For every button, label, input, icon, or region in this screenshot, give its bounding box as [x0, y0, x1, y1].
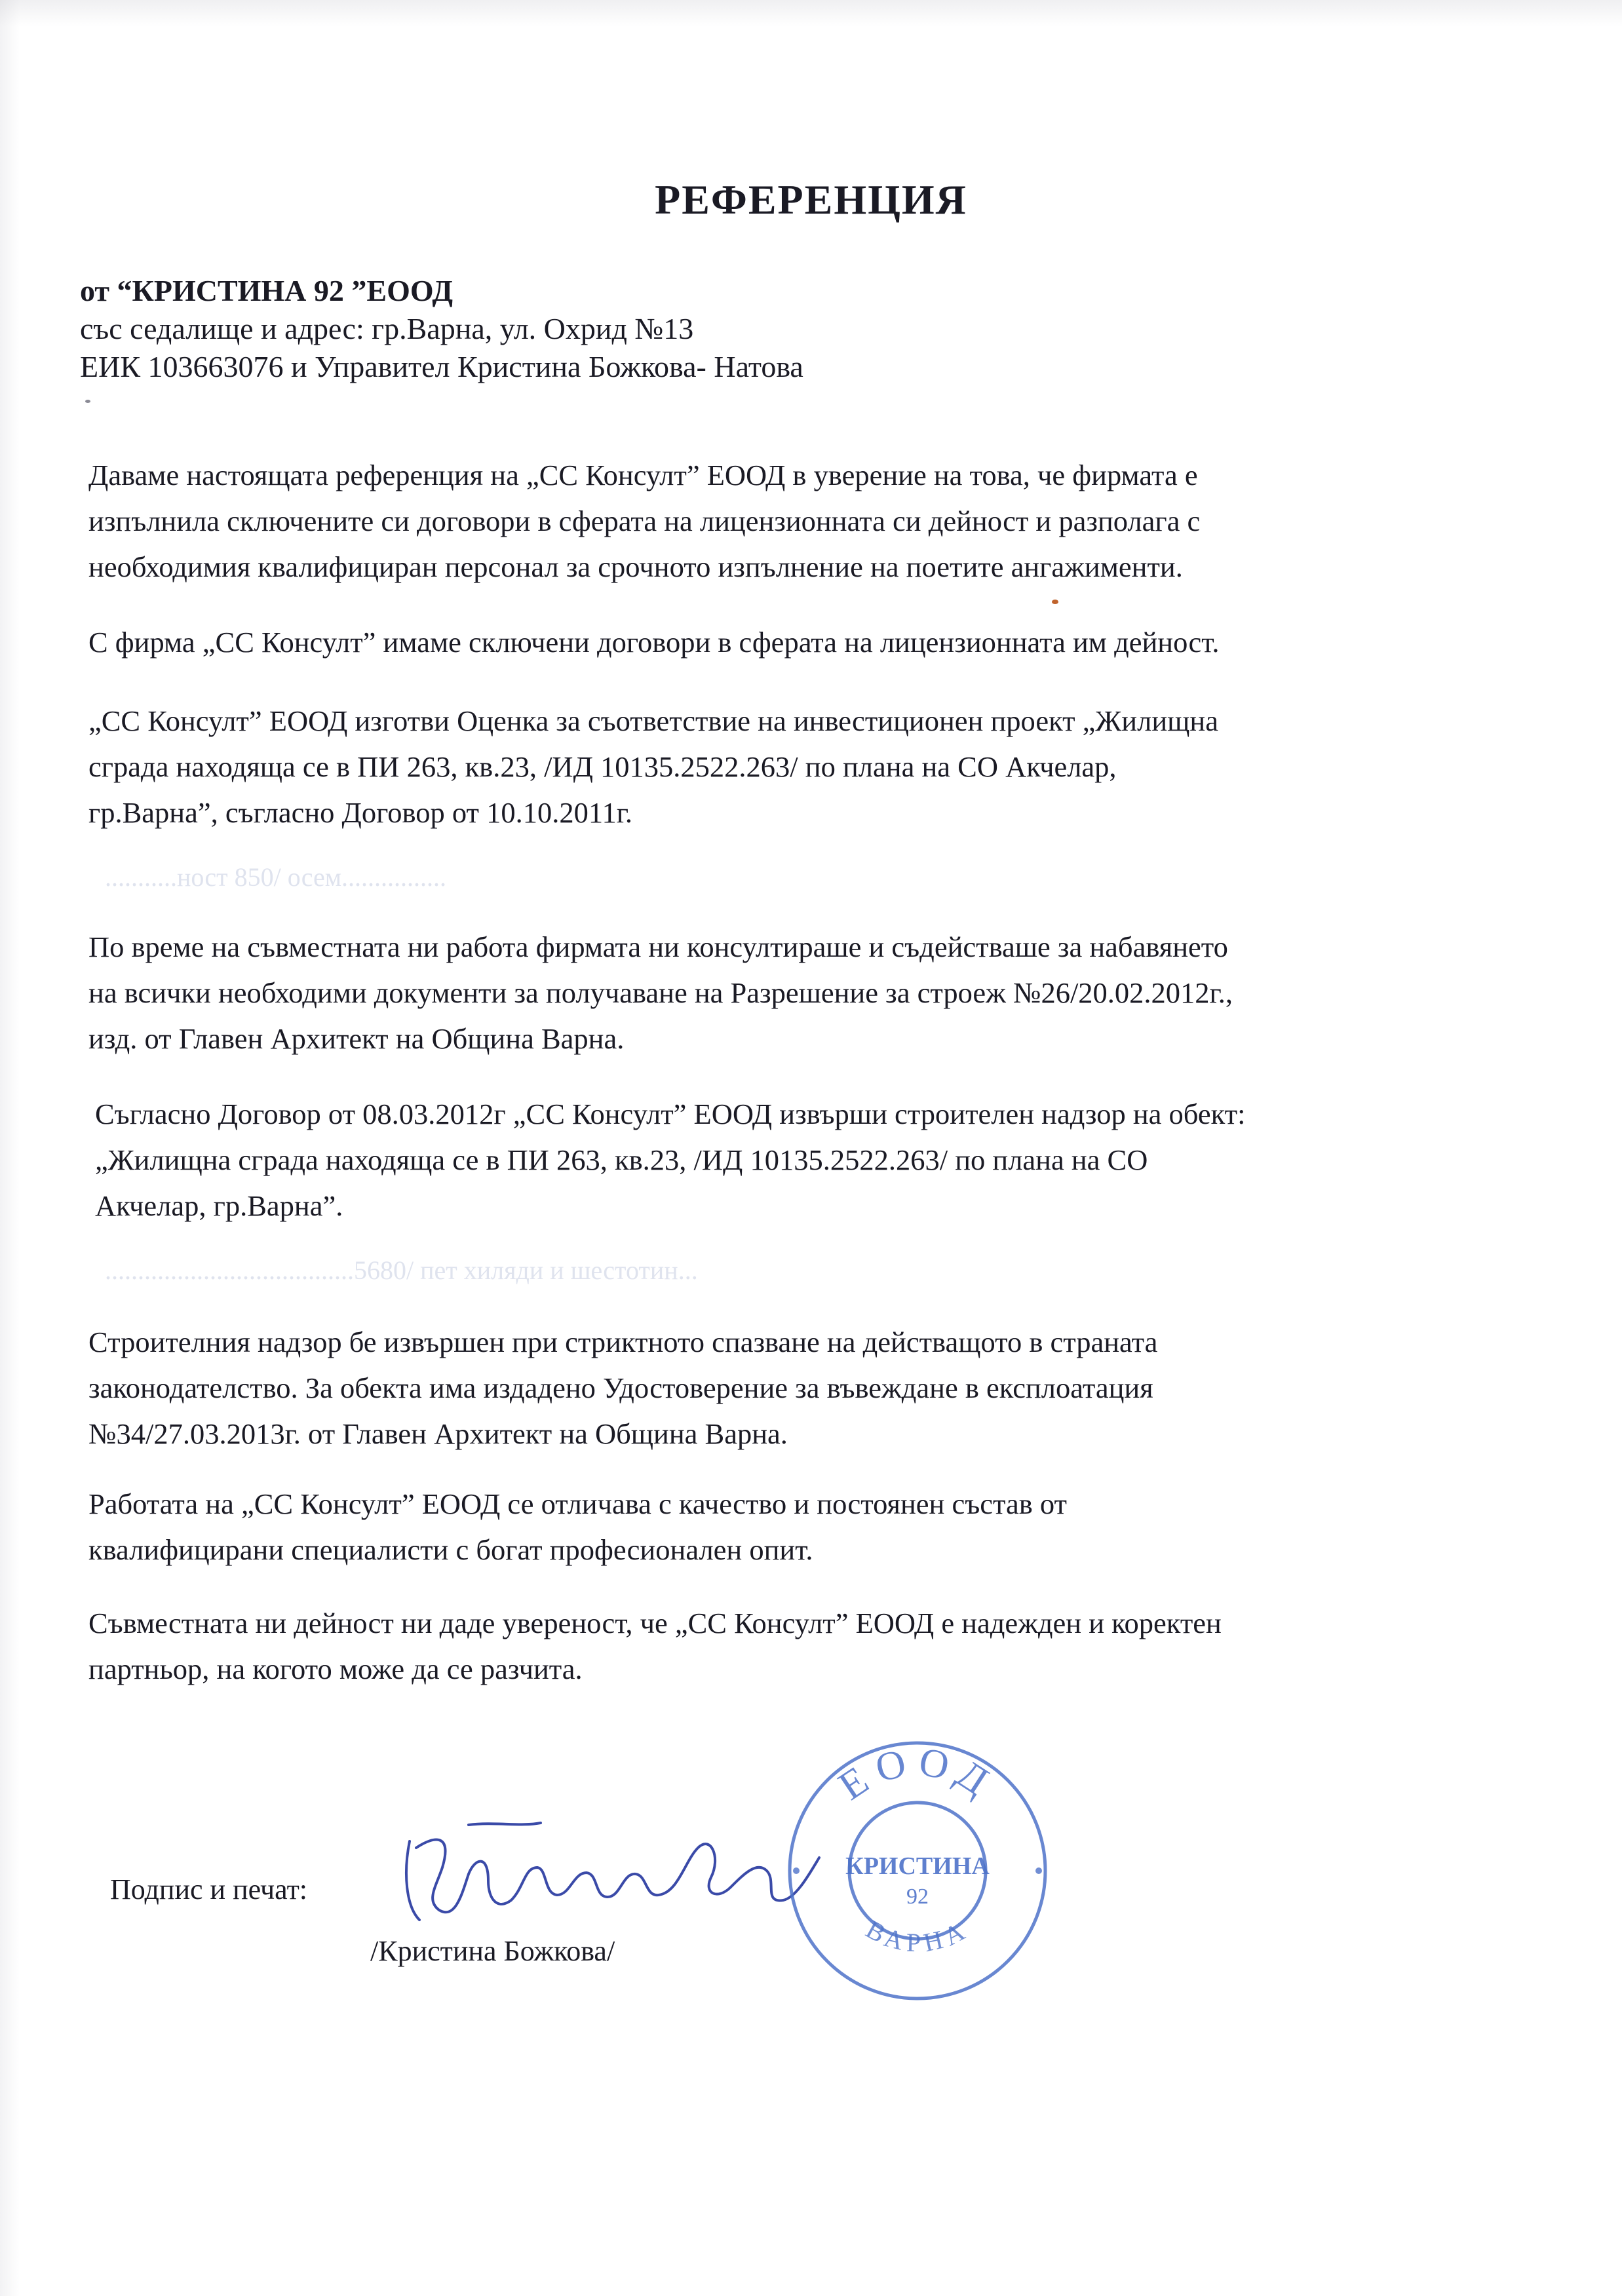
signatory-name: /Кристина Божкова/	[370, 1935, 615, 1967]
paragraph-1	[88, 452, 1452, 590]
paragraph-line: необходимия квалифициран персонал за срочното изпълнение на поетите ангажименти.	[88, 550, 1183, 583]
svg-text:КРИСТИНА: КРИСТИНА	[845, 1852, 990, 1880]
paragraph-4	[88, 924, 1452, 1062]
sender-eik-manager: ЕИК 103663076 и Управител Кристина Божкова- Натова	[80, 350, 803, 383]
paragraph-line: Работата на „СС Консулт” ЕООД се отличава с качество и постоянен състав от	[88, 1487, 1067, 1520]
paragraph-line: „Жилищна сграда находяща се в ПИ 263, кв.23, /ИД 10135.2522.263/ по плана на СО	[95, 1143, 1148, 1176]
scan-speck	[85, 400, 90, 403]
company-stamp	[777, 1730, 1058, 2012]
svg-text:92: 92	[906, 1885, 929, 1909]
paragraph-line: По време на съвместната ни работа фирмата ни консултираше и съдействаше за набавянето	[88, 930, 1228, 963]
paragraph-line: изпълнила сключените си договори в сферата на лицензионната си дейност и разполага с	[88, 505, 1201, 537]
scan-shadow-top	[0, 0, 1622, 26]
paragraph-8	[88, 1600, 1452, 1692]
document-title: РЕФЕРЕНЦИЯ	[655, 176, 967, 223]
sender-address: със седалище и адрес: гр.Варна, ул. Охрид №13	[80, 312, 694, 345]
paragraph-line: законодателство. За обекта има издадено Удостоверение за въвеждане в експлоатация	[88, 1371, 1153, 1404]
paragraph-7	[88, 1481, 1452, 1573]
paragraph-line: Съгласно Договор от 08.03.2012г „СС Консулт” ЕООД извърши строителен надзор на обект:	[95, 1098, 1246, 1130]
paragraph-line: Строителния надзор бе извършен при стриктното спазване на действащото в страната	[88, 1326, 1158, 1358]
paragraph-line: Акчелар, гр.Варна”.	[95, 1189, 343, 1222]
faded-line: ...........ност 850/ осем................	[105, 862, 447, 892]
paragraph-line: изд. от Главен Архитект на Община Варна.	[88, 1022, 625, 1055]
paragraph-line: С фирма „СС Консулт” имаме сключени договори в сферата на лицензионната им дейност.	[88, 626, 1220, 659]
svg-text:ЕООД: ЕООД	[830, 1739, 1004, 1809]
scan-shadow-left	[0, 0, 20, 2296]
paragraph-line: квалифицирани специалисти с богат професионален опит.	[88, 1533, 813, 1566]
paragraph-line: №34/27.03.2013г. от Главен Архитект на Община Варна.	[88, 1417, 788, 1450]
sender-block	[80, 272, 1325, 386]
paragraph-line: „СС Консулт” ЕООД изготви Оценка за съответствие на инвестиционен проект „Жилищна	[88, 704, 1218, 737]
paragraph-line: Даваме настоящата референция на „СС Консулт” ЕООД в уверение на това, че фирмата е	[88, 459, 1198, 491]
faded-line: ......................................5680/ пет хиляди и шестотин...	[105, 1255, 698, 1285]
paragraph-line: Съвместната ни дейност ни даде увереност, че „СС Консулт” ЕООД е надежден и коректен	[88, 1607, 1222, 1639]
paragraph-line: партньор, на когото може да се разчита.	[88, 1653, 583, 1685]
paragraph-line: гр.Варна”, съгласно Договор от 10.10.2011г.	[88, 796, 633, 829]
scan-speck	[1052, 600, 1058, 604]
paragraph-5	[95, 1091, 1452, 1229]
paragraph-line: сграда находяща се в ПИ 263, кв.23, /ИД 10135.2522.263/ по плана на СО Акчелар,	[88, 750, 1117, 783]
paragraph-3	[88, 698, 1452, 835]
paragraph-line: на всички необходими документи за получаване на Разрешение за строеж №26/20.02.2012г.,	[88, 976, 1233, 1009]
svg-text:ВАРНА: ВАРНА	[860, 1914, 975, 1958]
signature-label: Подпис и печат:	[110, 1873, 308, 1905]
paragraph-2	[88, 619, 1452, 665]
paragraph-6	[88, 1319, 1452, 1457]
sender-name: от “КРИСТИНА 92 ”ЕООД	[80, 274, 454, 307]
